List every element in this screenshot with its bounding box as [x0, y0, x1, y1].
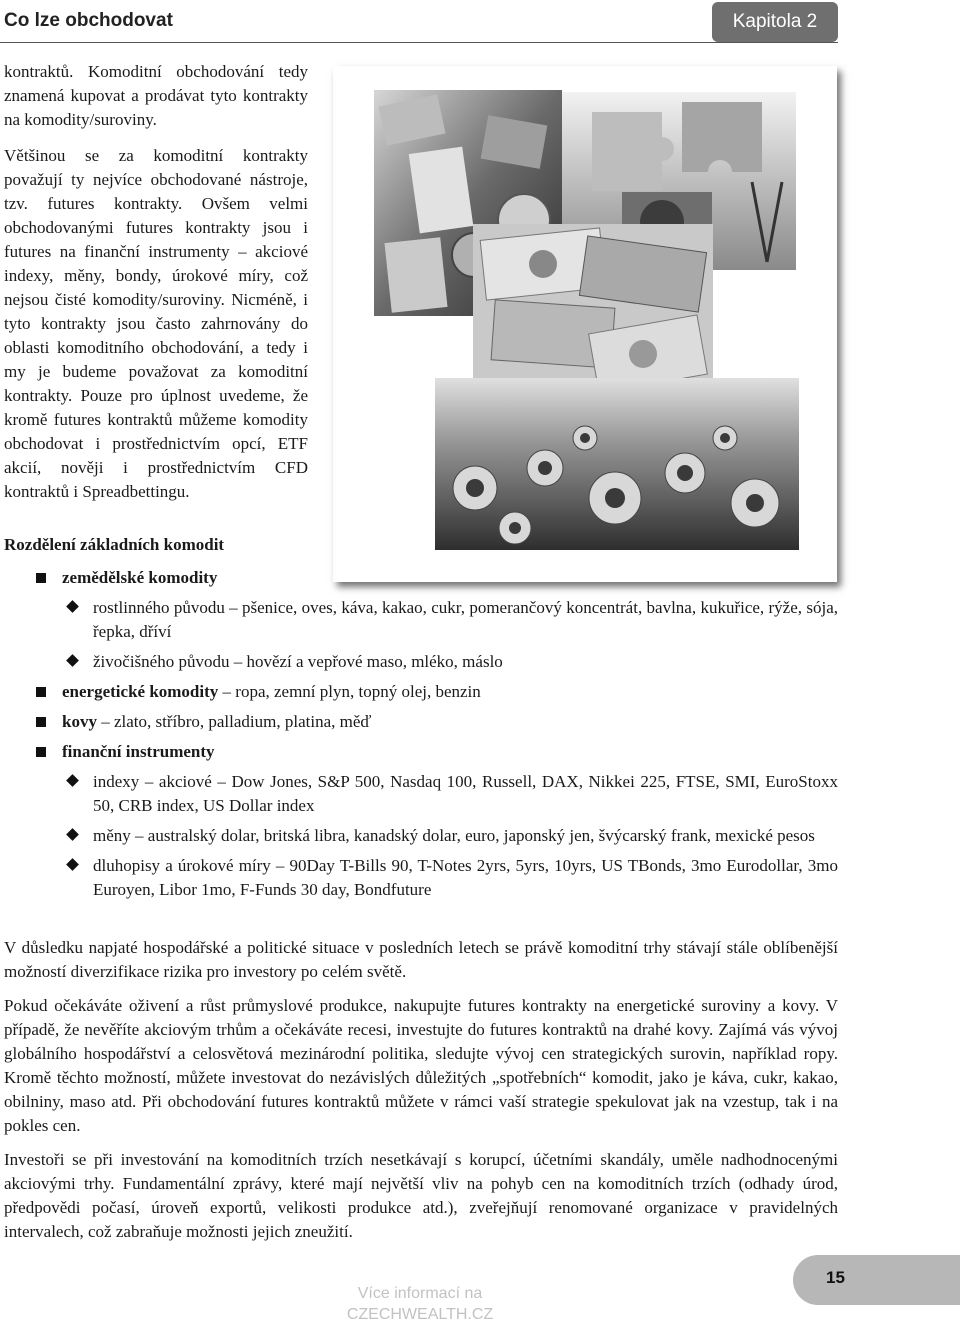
paragraph: Investoři se při investování na komoditních trzích nesetkávají s korupcí, účetními skandály, uměle nadhodnocenými akciovými trhy. Fundamentální zprávy, které mají největší vliv na pohyb cen na komoditních trzích (odhady úrod, předpovědi počasí, úroveň exportů, velikosti produkce atd.), zveřejňují renomované organizace v pravidelných intervalech, což zabraňuje možnosti jejich zneužití.	[4, 1150, 838, 1241]
square-bullet-icon	[36, 717, 46, 727]
list-item-energy	[4, 680, 838, 704]
list-item-label: finanční instrumenty	[62, 742, 215, 761]
commodity-list	[4, 566, 838, 908]
sublist-text: měny – australský dolar, britská libra, kanadský dolar, euro, japonský jen, švýcarský frank, mexické pesos	[93, 826, 815, 845]
page-number: 15	[826, 1268, 845, 1287]
commodities-collage	[333, 66, 837, 582]
list-item-agricultural	[4, 566, 838, 590]
paragraph: kontraktů. Komoditní obchodování tedy znamená kupovat a prodávat tyto kontrakty na komodity/suroviny.	[4, 62, 308, 129]
sublist-text: dluhopisy a úrokové míry – 90Day T-Bills 90, T-Notes 2yrs, 5yrs, 10yrs, US TBonds, 3mo Eurodollar, 3mo Euroyen, Libor 1mo, F-Funds 30 day, Bondfuture	[93, 856, 838, 899]
paragraph: V důsledku napjaté hospodářské a politické situace v posledních letech se právě komoditní trhy stávají stále oblíbenější možností diverzifikace rizika pro investory po celém světě.	[4, 938, 838, 981]
sublist-item	[4, 596, 838, 644]
list-item-label: energetické komodity	[62, 682, 219, 701]
square-bullet-icon	[36, 747, 46, 757]
diamond-bullet-icon	[66, 828, 79, 841]
list-item-text: – ropa, zemní plyn, topný olej, benzin	[218, 682, 481, 701]
sublist-text: indexy – akciové – Dow Jones, S&P 500, Nasdaq 100, Russell, DAX, Nikkei 225, FTSE, SMI, EuroStoxx 50, CRB index, US Dollar index	[93, 772, 838, 815]
square-bullet-icon	[36, 573, 46, 583]
diamond-bullet-icon	[66, 654, 79, 667]
paragraph: Většinou se za komoditní kontrakty považují ty nejvíce obchodované nástroje, tzv. futures kontrakty. Ovšem velmi obchodovanými futures kontrakty jsou i futures na finanční instrumenty – akciové indexy, měny, bondy, úrokové míry, což nejsou čisté komodity/suroviny. Nicméně, i tyto kontrakty jsou často zahrnovány do oblasti komoditního obchodování, a tedy i my je budeme považovat za komoditní kontrakty. Pouze pro úplnost uvedeme, že kromě futures kontraktů můžeme komodity obchodovat i prostřednictvím opcí, ETF akcií, nověji i prostřednictvím CFD kontraktů i Spreadbettingu.	[4, 146, 308, 501]
square-bullet-icon	[36, 687, 46, 697]
sublist-item	[4, 770, 838, 818]
chapter-tab: Kapitola 2	[712, 2, 838, 42]
list-item-label: zemědělské komodity	[62, 568, 218, 587]
banknotes-photo	[473, 224, 713, 404]
section-subheading: Rozdělení základních komodit	[4, 535, 225, 554]
page-number-tab	[793, 1255, 960, 1305]
sublist-text: rostlinného původu – pšenice, oves, káva, kakao, cukr, pomerančový koncentrát, bavlna, kukuřice, rýže, sója, řepka, dříví	[93, 598, 838, 641]
watermark-line: CZECHWEALTH.CZ	[346, 1306, 494, 1323]
diamond-bullet-icon	[66, 858, 79, 871]
sublist-item	[4, 650, 838, 674]
sunflower-field-photo	[435, 378, 799, 550]
list-item-text: – zlato, stříbro, palladium, platina, měď	[96, 712, 372, 731]
list-item-metals	[4, 710, 838, 734]
diamond-bullet-icon	[66, 774, 79, 787]
diamond-bullet-icon	[66, 600, 79, 613]
list-item-financial	[4, 740, 838, 764]
running-header-title: Co lze obchodovat	[4, 10, 173, 31]
body-text	[4, 936, 838, 1254]
sublist-item	[4, 824, 838, 848]
left-column	[4, 60, 308, 516]
watermark-link[interactable]	[330, 1283, 510, 1325]
header-rule	[0, 42, 838, 43]
list-item-label: kovy	[62, 712, 97, 731]
watermark-line: Více informací na	[357, 1285, 483, 1302]
sublist-item	[4, 854, 838, 902]
sublist-text: živočišného původu – hovězí a vepřové maso, mléko, máslo	[93, 652, 503, 671]
paragraph: Pokud očekáváte oživení a růst průmyslové produkce, nakupujte futures kontrakty na energetické suroviny a kovy. V případě, že nevěříte akciovým trhům a očekáváte recesi, investujte do futures kontraktů na drahé kovy. Zajímá vás vývoj globálního hospodářství a celosvětová mezinárodní politika, sledujte vývoj cen strategických surovin, například ropy. Kromě těchto možností, můžete investovat do nezávislých důležitých „spotřebních“ komodit, jako je káva, cukr, kakao, obilniny, maso atd. Při obchodování futures kontraktů můžete v rámci vaší strategie spekulovat jak na vzestup, tak i na pokles cen.	[4, 996, 838, 1135]
